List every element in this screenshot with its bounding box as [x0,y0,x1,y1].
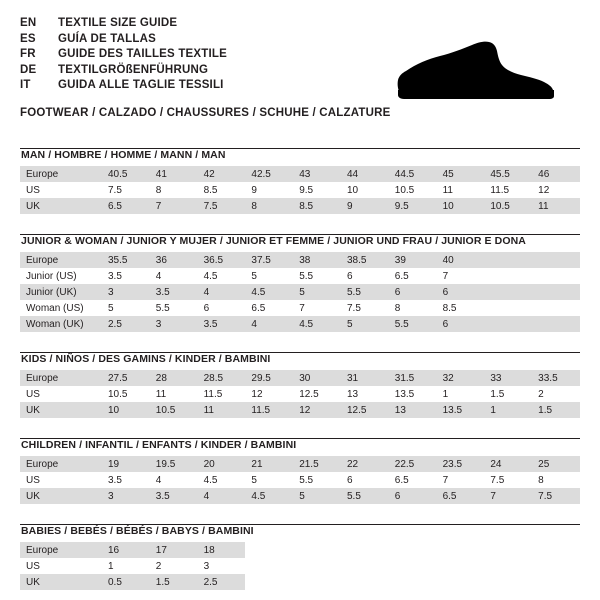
size-cell [532,316,580,332]
size-cell: 4.5 [198,472,246,488]
size-cell: 4.5 [245,284,293,300]
size-cell: 7 [150,198,198,214]
size-cell: 1 [484,402,532,418]
size-cell: 4 [150,268,198,284]
size-cell: 6.5 [102,198,150,214]
table-row [20,182,580,198]
size-cell: 22.5 [389,456,437,472]
size-cell: 8.5 [437,300,485,316]
size-cell: 5.5 [293,268,341,284]
size-cell: 16 [102,542,150,558]
size-cell: 2.5 [198,574,246,590]
size-cell: 10.5 [389,182,437,198]
size-cell: 38 [293,252,341,268]
size-cell: 38.5 [341,252,389,268]
language-row [20,78,227,94]
size-group-kids [20,352,580,418]
size-cell-empty [341,558,389,574]
size-cell: 4.5 [245,488,293,504]
size-cell: 10.5 [102,386,150,402]
size-cell: 5.5 [293,472,341,488]
row-label: Junior (UK) [20,284,102,300]
size-cell: 6 [341,268,389,284]
size-cell: 10 [341,182,389,198]
size-cell [484,300,532,316]
size-cell-empty [532,558,580,574]
size-cell [484,316,532,332]
size-cell: 7.5 [532,488,580,504]
size-cell: 3 [102,284,150,300]
table-row [20,386,580,402]
size-table [20,542,580,590]
size-cell: 45.5 [484,166,532,182]
size-cell-empty [389,574,437,590]
size-table-body [20,370,580,418]
size-cell: 21 [245,456,293,472]
size-cell: 9.5 [293,182,341,198]
size-table [20,456,580,504]
size-cell [484,284,532,300]
size-cell: 42 [198,166,246,182]
size-table [20,370,580,418]
size-cell-empty [437,542,485,558]
size-cell [532,300,580,316]
size-cell-empty [293,574,341,590]
group-title: CHILDREN / INFANTIL / ENFANTS / KINDER / BAMBINI [21,439,297,451]
row-label: Woman (US) [20,300,102,316]
table-row [20,558,580,574]
size-cell: 24 [484,456,532,472]
size-cell: 1 [102,558,150,574]
size-cell: 5 [293,488,341,504]
table-row [20,542,580,558]
table-row [20,284,580,300]
table-row [20,402,580,418]
size-cell: 12 [245,386,293,402]
size-cell: 32 [437,370,485,386]
size-cell: 10 [437,198,485,214]
size-cell: 11.5 [484,182,532,198]
size-cell: 6 [437,316,485,332]
size-cell: 9 [341,198,389,214]
size-cell: 4 [150,472,198,488]
row-label: US [20,386,102,402]
size-cell: 8.5 [293,198,341,214]
row-label: UK [20,198,102,214]
size-cell: 5 [245,268,293,284]
size-cell: 12 [532,182,580,198]
size-cell: 2 [532,386,580,402]
size-cell: 31.5 [389,370,437,386]
size-cell: 22 [341,456,389,472]
table-row [20,472,580,488]
size-cell: 42.5 [245,166,293,182]
row-label: UK [20,574,102,590]
size-cell: 10 [102,402,150,418]
table-row [20,316,580,332]
language-title-list [20,16,227,94]
language-code: EN [20,17,37,29]
size-cell: 6 [341,472,389,488]
size-cell-empty [389,558,437,574]
size-cell: 7.5 [198,198,246,214]
size-cell: 3 [150,316,198,332]
size-cell: 6.5 [437,488,485,504]
size-cell: 7 [293,300,341,316]
row-label: Europe [20,542,102,558]
size-cell: 2 [150,558,198,574]
size-cell: 36 [150,252,198,268]
language-row [20,63,227,79]
size-cell: 13 [389,402,437,418]
size-cell-empty [293,542,341,558]
size-cell: 5.5 [150,300,198,316]
size-cell-empty [484,574,532,590]
size-cell: 3.5 [198,316,246,332]
language-code: ES [20,32,36,45]
size-cell-empty [341,574,389,590]
size-cell: 4 [198,284,246,300]
size-cell: 27.5 [102,370,150,386]
table-row [20,252,580,268]
size-cell: 7 [437,472,485,488]
size-cell: 46 [532,166,580,182]
size-cell-empty [293,558,341,574]
row-label: Woman (UK) [20,316,102,332]
size-cell: 8.5 [198,182,246,198]
row-label: Europe [20,456,102,472]
size-cell: 6 [389,284,437,300]
row-label: UK [20,488,102,504]
size-table-body [20,252,580,332]
group-title: JUNIOR & WOMAN / JUNIOR Y MUJER / JUNIOR ET FEMME / JUNIOR UND FRAU / JUNIOR E DONA [21,235,526,247]
table-row [20,574,580,590]
size-cell: 40.5 [102,166,150,182]
size-cell: 19 [102,456,150,472]
language-row [20,32,227,48]
size-cell: 1.5 [532,402,580,418]
size-cell: 35.5 [102,252,150,268]
size-cell: 7.5 [484,472,532,488]
document-header [20,16,580,128]
size-cell: 11.5 [245,402,293,418]
size-cell: 5 [341,316,389,332]
row-label: Junior (US) [20,268,102,284]
size-cell: 5.5 [341,284,389,300]
category-title: FOOTWEAR / CALZADO / CHAUSSURES / SCHUHE / CALZATURE [20,106,391,119]
size-cell: 11 [437,182,485,198]
language-row [20,16,227,32]
size-table [20,166,580,214]
size-table-body [20,456,580,504]
size-cell: 33.5 [532,370,580,386]
group-title: MAN / HOMBRE / HOMME / MANN / MAN [21,149,226,161]
size-table [20,252,580,332]
row-label: Europe [20,166,102,182]
size-cell-empty [484,558,532,574]
size-cell: 3 [102,488,150,504]
table-row [20,300,580,316]
size-cell: 4.5 [293,316,341,332]
table-row [20,198,580,214]
size-cell-empty [389,542,437,558]
size-group-babies [20,524,580,590]
size-cell: 6.5 [389,268,437,284]
size-cell: 30 [293,370,341,386]
size-cell [532,284,580,300]
size-cell: 25 [532,456,580,472]
row-label: US [20,182,102,198]
size-cell: 12.5 [293,386,341,402]
size-cell: 6 [437,284,485,300]
size-cell [484,252,532,268]
row-label: Europe [20,370,102,386]
group-title: KIDS / NIÑOS / DES GAMINS / KINDER / BAMBINI [21,353,271,365]
language-code: IT [20,79,31,91]
size-cell: 6.5 [245,300,293,316]
language-row [20,47,227,63]
size-cell: 5.5 [341,488,389,504]
size-cell: 11 [532,198,580,214]
language-title: TEXTILGRÖßENFÜHRUNG [58,63,209,76]
size-cell: 29.5 [245,370,293,386]
size-cell-empty [437,558,485,574]
size-cell: 12.5 [341,402,389,418]
size-cell: 1 [437,386,485,402]
size-cell: 2.5 [102,316,150,332]
size-cell: 6 [198,300,246,316]
size-cell: 7 [437,268,485,284]
size-cell: 8 [389,300,437,316]
size-cell: 40 [437,252,485,268]
size-cell: 45 [437,166,485,182]
size-cell: 1.5 [150,574,198,590]
size-cell: 6.5 [389,472,437,488]
size-cell: 5 [102,300,150,316]
size-cell: 7.5 [102,182,150,198]
table-row [20,370,580,386]
size-cell: 10.5 [150,402,198,418]
size-cell: 43 [293,166,341,182]
size-cell: 31 [341,370,389,386]
language-title-body [20,16,227,94]
size-cell: 3.5 [150,284,198,300]
size-cell: 21.5 [293,456,341,472]
row-label: US [20,472,102,488]
table-row [20,268,580,284]
size-cell: 4 [198,488,246,504]
table-row [20,488,580,504]
size-cell-empty [484,542,532,558]
size-cell-empty [245,558,293,574]
size-group-man [20,148,580,214]
size-group-children [20,438,580,504]
size-cell: 8 [245,198,293,214]
size-cell: 3.5 [102,268,150,284]
size-cell: 17 [150,542,198,558]
size-cell-empty [245,542,293,558]
size-cell: 18 [198,542,246,558]
size-cell: 13 [341,386,389,402]
size-cell: 28 [150,370,198,386]
size-cell: 5 [293,284,341,300]
row-label: Europe [20,252,102,268]
size-cell: 41 [150,166,198,182]
size-cell: 39 [389,252,437,268]
size-cell-empty [532,574,580,590]
size-cell: 13.5 [437,402,485,418]
size-cell: 36.5 [198,252,246,268]
size-table-body [20,542,580,590]
size-cell: 6 [389,488,437,504]
size-cell: 10.5 [484,198,532,214]
group-title: BABIES / BEBÉS / BÉBÉS / BABYS / BAMBINI [21,525,254,537]
size-cell: 3.5 [150,488,198,504]
language-code: DE [20,63,37,76]
size-cell-empty [341,542,389,558]
size-cell: 3.5 [102,472,150,488]
size-cell: 19.5 [150,456,198,472]
size-cell: 7 [484,488,532,504]
language-title: GUÍA DE TALLAS [58,32,156,45]
size-cell: 5 [245,472,293,488]
size-cell: 9.5 [389,198,437,214]
language-title: GUIDA ALLE TAGLIE TESSILI [58,79,224,91]
size-cell: 5.5 [389,316,437,332]
size-cell: 23.5 [437,456,485,472]
size-cell: 37.5 [245,252,293,268]
size-cell: 13.5 [389,386,437,402]
size-cell-empty [245,574,293,590]
size-cell: 44 [341,166,389,182]
dress-shoe-icon [368,38,558,110]
size-cell: 1.5 [484,386,532,402]
size-cell: 0.5 [102,574,150,590]
size-cell [532,252,580,268]
size-cell [532,268,580,284]
size-cell: 20 [198,456,246,472]
size-cell: 4 [245,316,293,332]
size-cell: 3 [198,558,246,574]
language-code: FR [20,48,36,60]
table-row [20,456,580,472]
size-cell: 7.5 [341,300,389,316]
language-title: TEXTILE SIZE GUIDE [58,17,178,29]
size-group-junior-woman [20,234,580,332]
size-cell: 11 [150,386,198,402]
size-cell: 33 [484,370,532,386]
size-cell: 4.5 [198,268,246,284]
size-cell: 44.5 [389,166,437,182]
table-row [20,166,580,182]
size-cell: 12 [293,402,341,418]
size-cell: 9 [245,182,293,198]
size-table-body [20,166,580,214]
size-cell: 8 [532,472,580,488]
language-title: GUIDE DES TAILLES TEXTILE [58,48,227,60]
size-cell [484,268,532,284]
size-cell: 8 [150,182,198,198]
size-cell: 28.5 [198,370,246,386]
size-cell: 11 [198,402,246,418]
row-label: UK [20,402,102,418]
size-cell-empty [532,542,580,558]
size-cell: 11.5 [198,386,246,402]
row-label: US [20,558,102,574]
size-cell-empty [437,574,485,590]
